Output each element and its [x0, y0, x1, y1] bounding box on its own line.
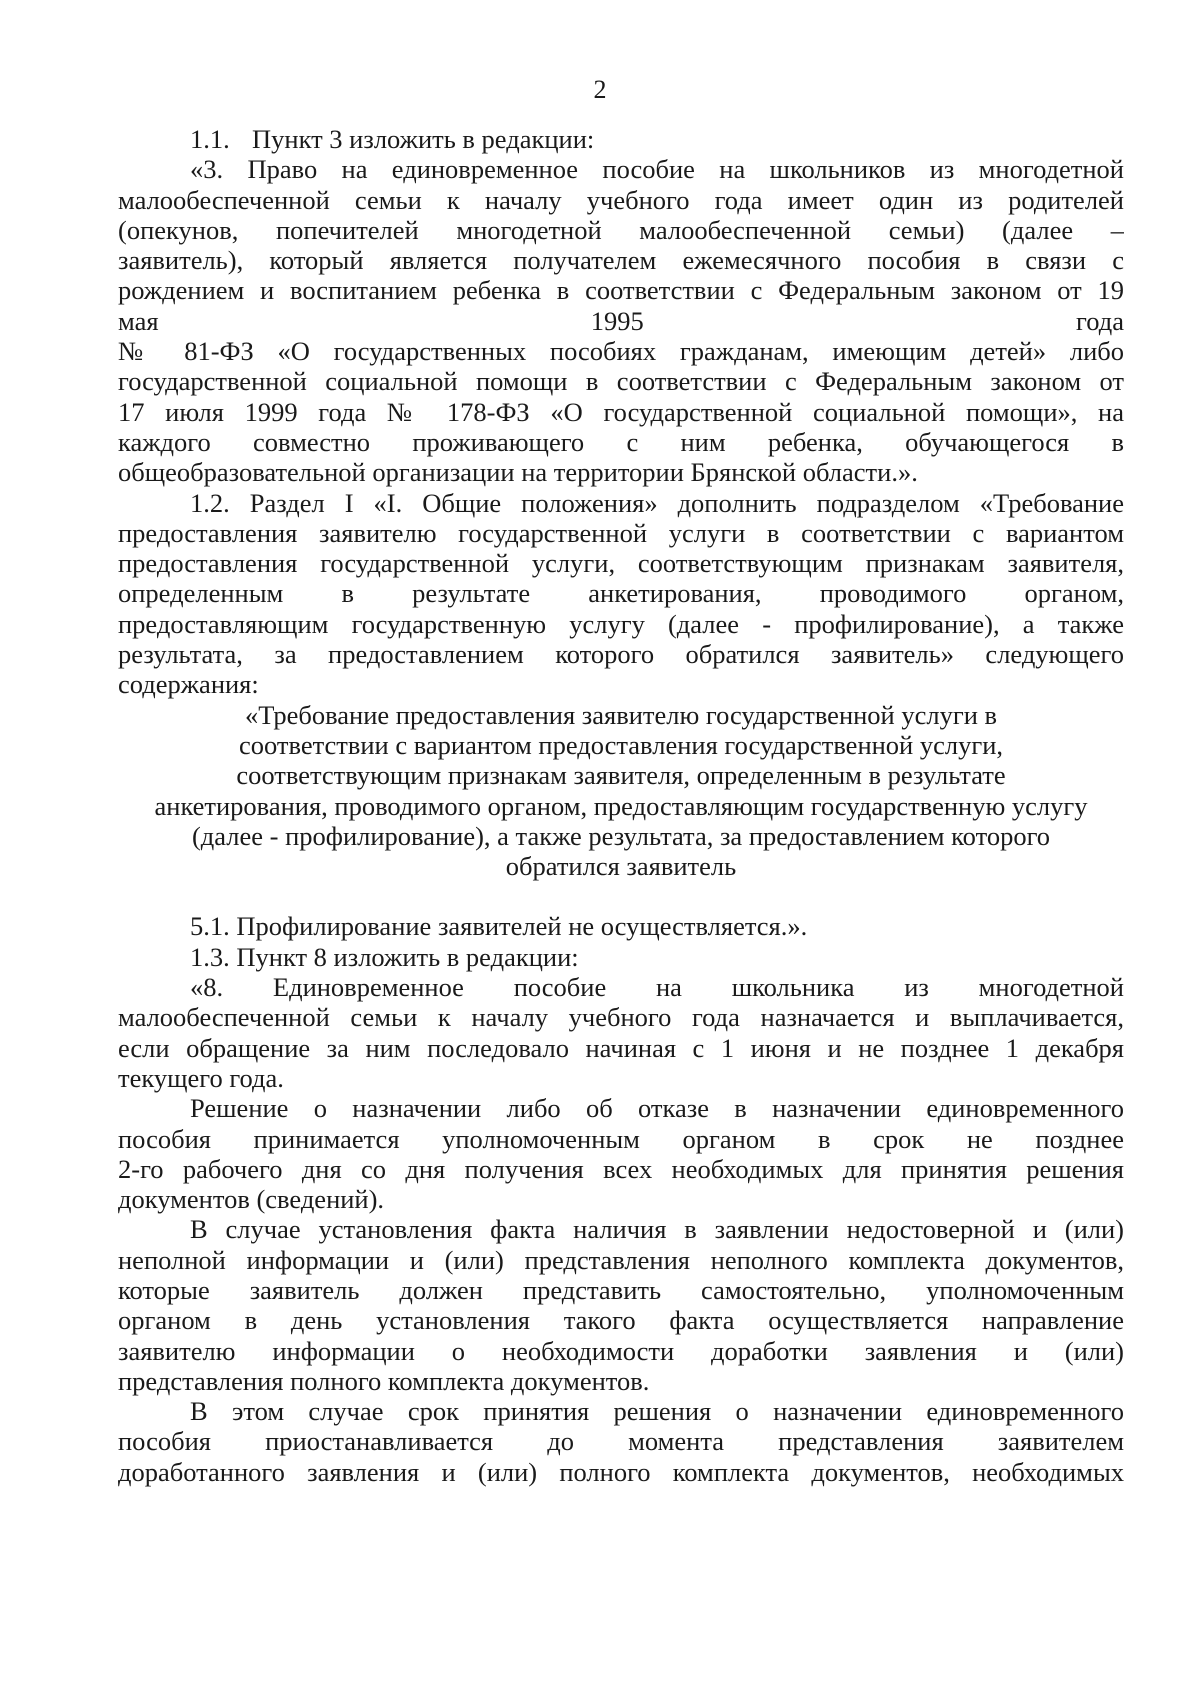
text-line: 5.1. Профилирование заявителей не осуществляется.».: [190, 911, 808, 942]
text-line: текущего года.: [118, 1062, 284, 1093]
text-line: предоставляющим государственную услугу (далее - профилирование), а также: [118, 608, 1124, 639]
text-line: «3. Право на единовременное пособие на школьников из многодетной: [190, 154, 1124, 185]
text-line: 1.3. Пункт 8 изложить в редакции:: [190, 941, 579, 972]
text-line: В этом случае срок принятия решения о назначении единовременного: [190, 1396, 1124, 1427]
text-line: № 81-ФЗ «О государственных пособиях гражданам, имеющим детей» либо: [118, 336, 1124, 367]
text-line: мая 1995 года: [118, 305, 1124, 336]
page-number: 2: [593, 75, 607, 104]
text-line: 1.2. Раздел I «I. Общие положения» дополнить подразделом «Требование: [190, 487, 1124, 518]
text-line: пособия приостанавливается до момента представления заявителем: [118, 1426, 1124, 1457]
text-line: малообеспеченной семьи к началу учебного года назначается и выплачивается,: [118, 1002, 1124, 1033]
text-line: определенным в результате анкетирования, проводимого органом,: [118, 578, 1124, 609]
text-line: малообеспеченной семьи к началу учебного года имеет один из родителей: [118, 184, 1124, 215]
text-line: соответствии с вариантом предоставления государственной услуги,: [238, 729, 1004, 760]
text-line: рождением и воспитанием ребенка в соответствии с Федеральным законом от 19: [118, 275, 1124, 306]
text-line: результата, за предоставлением которого обратился заявитель» следующего: [118, 639, 1124, 670]
text-line: доработанного заявления и (или) полного комплекта документов, необходимых: [118, 1456, 1124, 1487]
clause-text: Пункт 3 изложить в редакции:: [252, 124, 595, 154]
text-line: неполной информации и (или) представления неполного комплекта документов,: [118, 1244, 1124, 1275]
text-line: предоставления заявителю государственной услуги в соответствии с вариантом: [118, 517, 1124, 548]
text-line: представления полного комплекта документов.: [118, 1365, 650, 1396]
document-body: [118, 124, 1124, 1487]
text-line: обратился заявитель: [505, 851, 737, 882]
clause-number: 1.1.: [190, 124, 230, 154]
text-line: каждого совместно проживающего с ним ребенка, обучающегося в: [118, 426, 1124, 457]
text-line: заявителю информации о необходимости доработки заявления и (или): [118, 1335, 1124, 1366]
text-line: (опекунов, попечителей многодетной малообеспеченной семьи) (далее –: [118, 214, 1124, 245]
text-line: «Требование предоставления заявителю государственной услуги в: [244, 699, 998, 730]
text-line: Решение о назначении либо об отказе в назначении единовременного: [190, 1093, 1124, 1124]
text-line: которые заявитель должен представить самостоятельно, уполномоченным: [118, 1274, 1124, 1305]
text-line: общеобразовательной организации на территории Брянской области.».: [118, 457, 918, 488]
text-line: «8. Единовременное пособие на школьника из многодетной: [190, 972, 1124, 1003]
text-line: государственной социальной помощи в соответствии с Федеральным законом от: [118, 366, 1124, 397]
text-line: предоставления государственной услуги, соответствующим признакам заявителя,: [118, 548, 1124, 579]
text-line: документов (сведений).: [118, 1184, 385, 1215]
text-line: если обращение за ним последовало начиная с 1 июня и не позднее 1 декабря: [118, 1032, 1124, 1063]
text-line: соответствующим признакам заявителя, определенным в результате: [236, 760, 1006, 791]
text-line: 2-го рабочего дня со дня получения всех необходимых для принятия решения: [118, 1153, 1124, 1184]
text-line: 17 июля 1999 года № 178-ФЗ «О государственной социальной помощи», на: [118, 396, 1124, 427]
text-line: (далее - профилирование), а также результата, за предоставлением которого: [191, 820, 1051, 851]
paragraph-gap: [118, 881, 1124, 911]
text-line: [118, 124, 1124, 154]
text-line: органом в день установления такого факта осуществляется направление: [118, 1305, 1124, 1336]
text-line: содержания:: [118, 669, 259, 700]
text-line: анкетирования, проводимого органом, предоставляющим государственную услугу: [154, 790, 1088, 821]
text-line: В случае установления факта наличия в заявлении недостоверной и (или): [190, 1214, 1124, 1245]
text-line: пособия принимается уполномоченным органом в срок не позднее: [118, 1123, 1124, 1154]
text-line: заявитель), который является получателем ежемесячного пособия в связи с: [118, 245, 1124, 276]
